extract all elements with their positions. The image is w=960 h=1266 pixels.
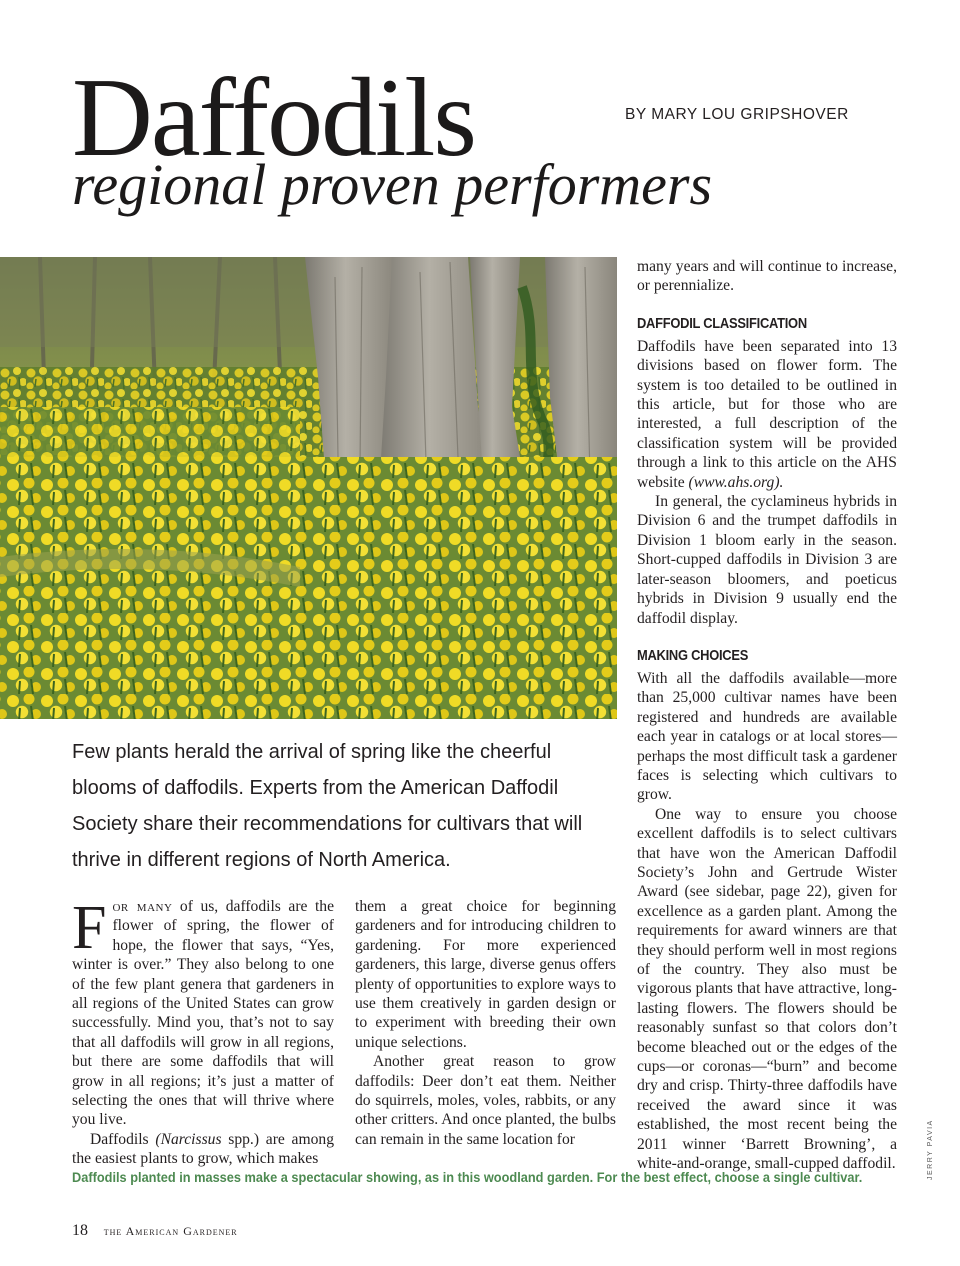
photo-credit: JERRY PAVIA xyxy=(927,1119,934,1180)
body-paragraph: Another great reason to grow daffodils: Deer don’t eat them. Neither do squirrels, moles, voles, rabbits, or any other critters. And once planted, the bulbs can remain in the same location for xyxy=(355,1053,616,1148)
body-paragraph: many years and will continue to increase, or perennialize. xyxy=(637,258,897,295)
magazine-name: the American Gardener xyxy=(103,1224,238,1238)
body-column-3 xyxy=(637,257,897,1173)
lead-in: or many xyxy=(112,898,173,915)
body-paragraph xyxy=(72,1130,334,1169)
body-paragraph: In general, the cyclamineus hybrids in Division 6 and the trumpet daffodils in Division 1 bloom early in the season. Short-cupped daffodils in Division 3 are later-season bloomers, and poeticus hybrids in Division 9 usually end the daffodil display. xyxy=(637,493,897,627)
page-footer xyxy=(72,1222,238,1240)
section-heading-choices: MAKING CHOICES xyxy=(637,646,749,664)
daffodil-photo xyxy=(0,257,617,719)
section-heading-classification: DAFFODIL CLASSIFICATION xyxy=(637,314,807,332)
page-number: 18 xyxy=(72,1222,88,1239)
website-link-text: (www.ahs.org). xyxy=(688,473,784,491)
paragraph-text: spp.) are among the easiest plants to grow, which makes xyxy=(72,1130,334,1168)
intro-paragraph: Few plants herald the arrival of spring like the cheerful blooms of daffodils. Experts from the American Daffodil Society share their recommendations for cultivars that will thrive in different regions of North America. xyxy=(72,741,583,871)
paragraph-text: Daffodils have been separated into 13 divisions based on flower form. The system is too detailed to be outlined in this article, but for those who are interested, a full description of the classification system will be provided through a link to this article on the AHS website xyxy=(637,337,897,491)
paragraph-text: Daffodils xyxy=(90,1130,156,1148)
byline: BY MARY LOU GRIPSHOVER xyxy=(625,106,849,123)
article-subtitle: regional proven performers xyxy=(72,152,713,217)
body-paragraph xyxy=(637,337,897,492)
body-column-2 xyxy=(355,897,616,1149)
daffodil-woodland-illustration xyxy=(0,257,617,719)
paragraph-text: of us, daffodils are the flower of spring, the flower of hope, the flower that says, “Yes, winter is over.” They also belong to one of the few plant genera that gardeners in all regions of the United States can grow successfully. Mind you, that’s not to say that all daffodils will grow in all regions, but there are some daffodils that will grow in all regions; it’s just a matter of selecting the ones that will thrive where you live. xyxy=(72,898,334,1129)
body-paragraph: With all the daffodils available—more than 25,000 cultivar names have been registered and hundreds are available each year in catalogs or at local stores—perhaps the most difficult task a gardener faces is selecting which cultivars to grow. xyxy=(637,669,897,804)
photo-caption: Daffodils planted in masses make a spectacular showing, as in this woodland garden. For the best effect, choose a single cultivar. xyxy=(72,1170,863,1185)
genus-name: (Narcissus xyxy=(155,1130,222,1148)
drop-cap: F xyxy=(72,894,107,962)
body-paragraph: One way to ensure you choose excellent daffodils is to select cultivars that have won the American Daffodil Society’s John and Gertrude Wister Award (see sidebar, page 22), given for excellence as a garden plant. Among the requirements for award winners are that they should perform well in most regions of the country. They also must be vigorous plants that have attractive, long-lasting flowers. The flowers should be reasonably sunfast so that colors don’t become bleached out or the edges of the cups—or coronas—“burn” and become dry and crisp. Thirty-three daffodils have received the award since it was established, the most recent being the 2011 winner ‘Barrett Browning’, a white-and-orange, small-cupped daffodil. xyxy=(637,805,897,1173)
article-title: Daffodils xyxy=(72,56,475,180)
body-paragraph: them a great choice for beginning gardeners and for introducing children to gardening. For more experienced gardeners, this large, diverse genus offers plenty of opportunities to explore ways to use them creatively in garden design or to experiment with breeding their own unique selections. xyxy=(355,898,616,1051)
body-column-1 xyxy=(72,894,334,1169)
body-paragraph xyxy=(72,894,334,1130)
